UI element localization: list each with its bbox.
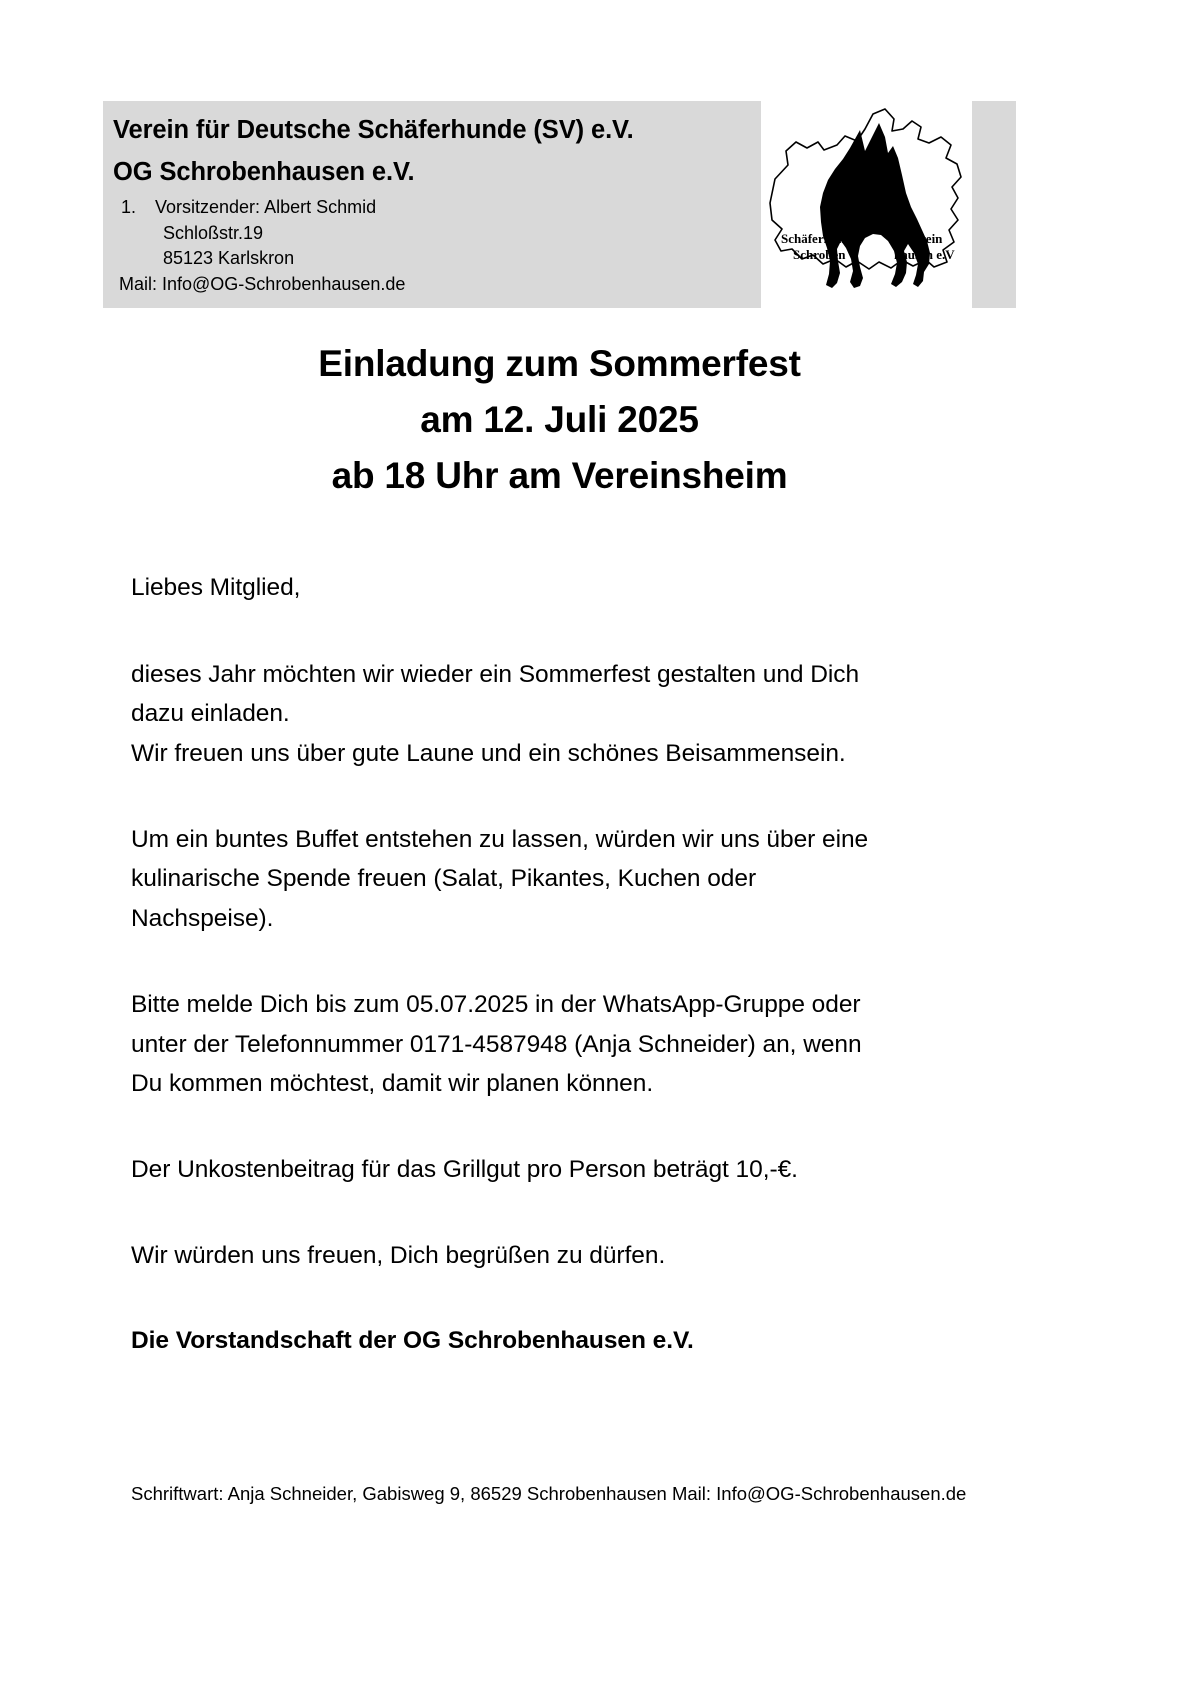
paragraph-2-line-3: Nachspeise). [131,905,274,933]
spacer [131,1190,993,1236]
signature-line: Die Vorstandschaft der OG Schrobenhausen e.V. [131,1327,694,1355]
spacer [131,1104,993,1150]
paragraph-3-line-3: Du kommen möchtest, damit wir planen können. [131,1070,654,1098]
street-address: Schloßstr.19 [163,222,264,243]
logo-text-right-top: verein [908,231,943,246]
letterhead-band [103,101,1016,308]
list-number: 1. [121,197,137,218]
organization-name-line1: Verein für Deutsche Schäferhunde (SV) e.V. [113,116,634,144]
headline-line-1: Einladung zum Sommerfest [318,343,801,384]
paragraph-1-line-1: dieses Jahr möchten wir wieder ein Sommerfest gestalten und Dich [131,660,860,688]
paragraph-2-line-1: Um ein buntes Buffet entstehen zu lassen, würden wir uns über eine [131,825,869,853]
organization-name-line2: OG Schrobenhausen e.V. [113,158,415,187]
chairman-name: Vorsitzender: Albert Schmid [155,197,377,218]
logo-graphic [761,101,972,308]
club-logo [761,101,972,308]
paragraph-1-line-3: Wir freuen uns über gute Laune und ein schönes Beisammensein. [131,740,846,768]
city-address: 85123 Karlskron [163,248,295,269]
letter-body [131,568,993,1361]
headline-line-2: am 12. Juli 2025 [420,399,699,441]
logo-text-right-bottom: hausen e.V [894,247,955,262]
logo-area [755,101,1016,308]
logo-text-left-top: Schäferhund [781,231,853,246]
spacer [131,774,993,820]
headline-line-3: ab 18 Uhr am Vereinsheim [331,455,788,497]
contact-address-block [113,195,755,297]
spacer [131,1275,993,1321]
spacer [131,608,993,655]
email-address: Mail: Info@OG-Schrobenhausen.de [119,273,406,294]
paragraph-2-line-2: kulinarische Spende freuen (Salat, Pikantes, Kuchen oder [131,865,757,893]
paragraph-5-closing: Wir würden uns freuen, Dich begrüßen zu dürfen. [131,1241,666,1269]
spacer [131,939,993,985]
paragraph-1-line-2: dazu einladen. [131,700,290,728]
letterhead-text-block [103,101,755,308]
paragraph-4-cost: Der Unkostenbeitrag für das Grillgut pro Person beträgt 10,-€. [131,1155,798,1183]
paragraph-3-line-2: unter der Telefonnummer 0171-4587948 (Anja Schneider) an, wenn [131,1030,862,1058]
salutation: Liebes Mitglied, [131,574,301,601]
chairman-row [113,195,755,221]
page-footer: Schriftwart: Anja Schneider, Gabisweg 9, 86529 Schrobenhausen Mail: Info@OG-Schrobenhausen.de [131,1483,967,1504]
paragraph-3-line-1: Bitte melde Dich bis zum 05.07.2025 in der WhatsApp-Gruppe oder [131,990,861,1018]
logo-text-left-bottom: Schroben [793,247,846,262]
event-headline [103,336,1016,505]
